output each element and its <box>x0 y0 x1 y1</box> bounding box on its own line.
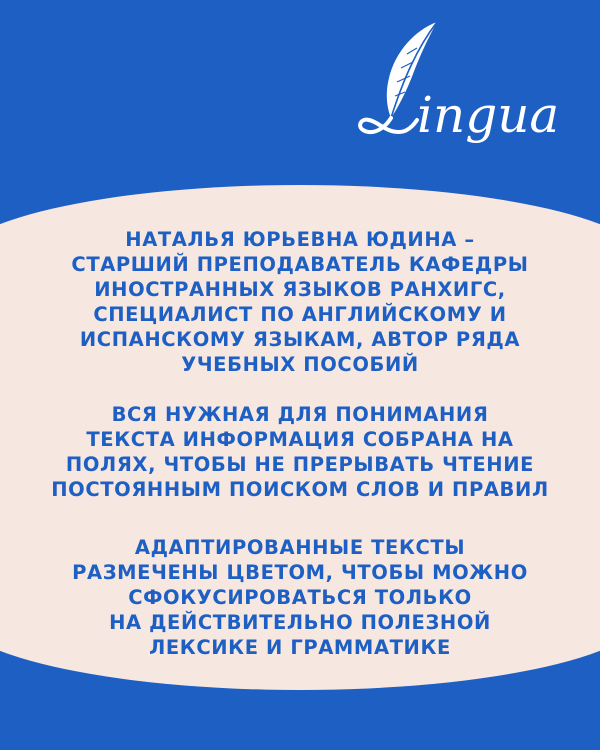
text-line: ПОЛЯХ, ЧТОБЫ НЕ ПРЕРЫВАТЬ ЧТЕНИЕ <box>65 453 535 476</box>
text-line: АДАПТИРОВАННЫЕ ТЕКСТЫ <box>134 536 466 559</box>
text-line: ИНОСТРАННЫХ ЯЗЫКОВ РАНХИГС, <box>94 278 506 301</box>
text-line: ИСПАНСКОМУ ЯЗЫКАМ, АВТОР РЯДА <box>79 328 521 351</box>
text-line: СТАРШИЙ ПРЕПОДАВАТЕЛЬ КАФЕДРЫ <box>71 253 529 276</box>
color-coding-block <box>0 535 600 660</box>
lingua-logo-graphic <box>355 18 570 158</box>
author-info-block <box>0 227 600 377</box>
logo-wordmark: ingua <box>417 86 560 144</box>
text-line: ТЕКСТА ИНФОРМАЦИЯ СОБРАНА НА <box>86 428 514 451</box>
text-line: ЛЕКСИКЕ И ГРАММАТИКЕ <box>149 636 451 659</box>
text-line: ПОСТОЯННЫМ ПОИСКОМ СЛОВ И ПРАВИЛ <box>51 478 549 501</box>
lingua-logo <box>355 18 570 158</box>
text-line: ВСЯ НУЖНАЯ ДЛЯ ПОНИМАНИЯ <box>111 403 489 426</box>
text-line: НАТАЛЬЯ ЮРЬЕВНА ЮДИНА – <box>125 228 475 251</box>
text-line: СФОКУСИРОВАТЬСЯ ТОЛЬКО <box>128 586 472 609</box>
text-line: УЧЕБНЫХ ПОСОБИЙ <box>181 353 419 376</box>
letter-l-stroke <box>360 118 417 132</box>
margin-info-block <box>0 402 600 502</box>
text-line: СПЕЦИАЛИСТ ПО АНГЛИЙСКОМУ И <box>93 303 507 326</box>
text-line: НА ДЕЙСТВИТЕЛЬНО ПОЛЕЗНОЙ <box>109 611 491 634</box>
text-line: РАЗМЕЧЕНЫ ЦВЕТОМ, ЧТОБЫ МОЖНО <box>72 561 528 584</box>
